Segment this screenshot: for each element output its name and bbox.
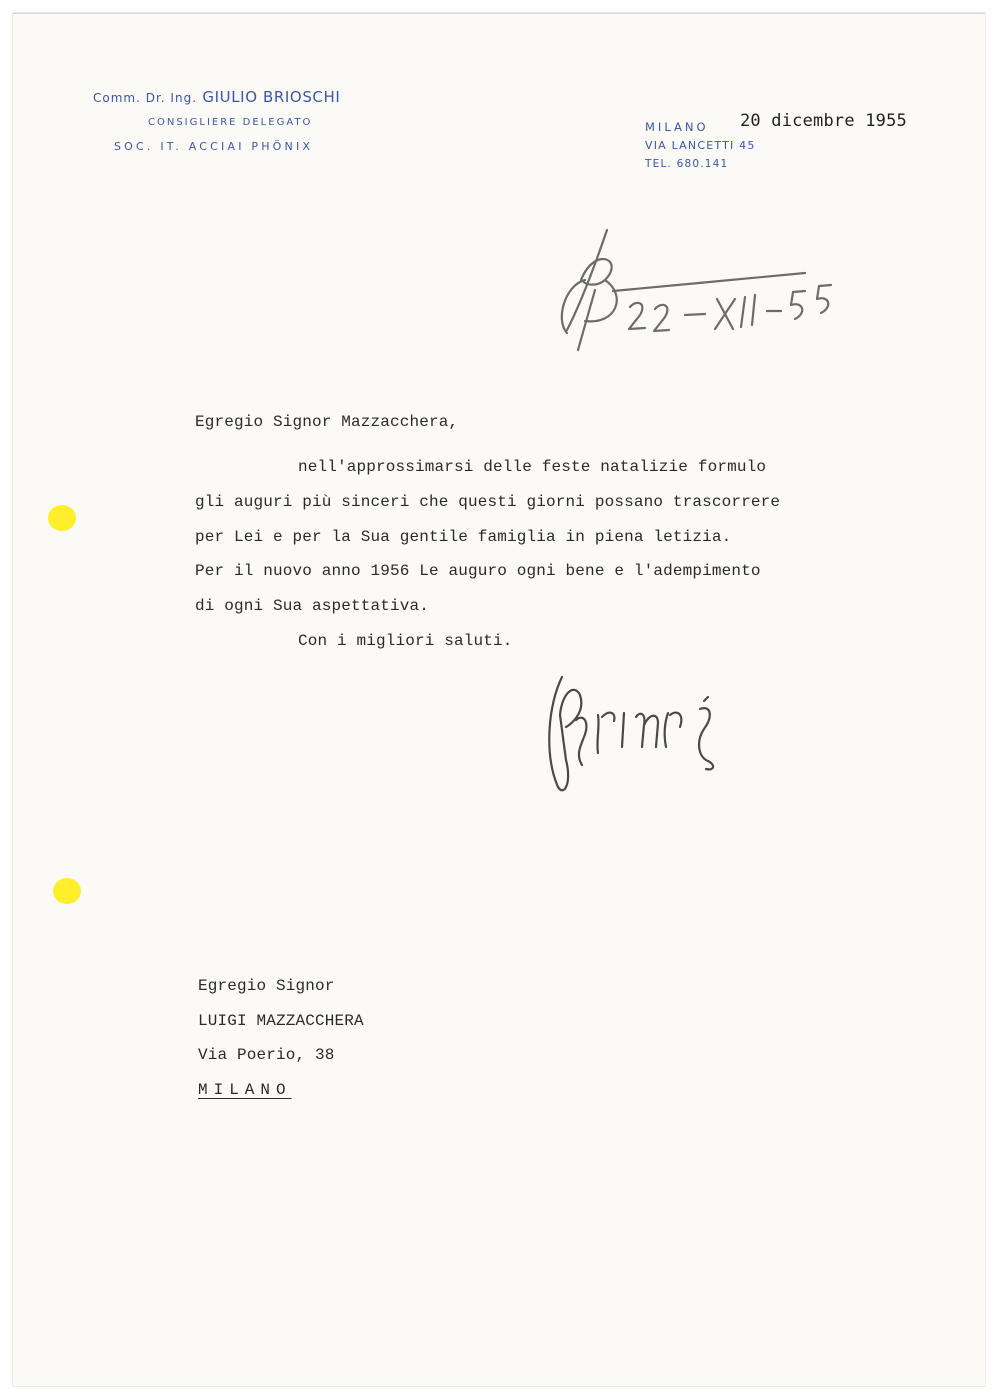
letter-sheet (13, 13, 985, 1386)
letter-date: 20 dicembre 1955 (740, 111, 907, 131)
address-line: Egregio Signor (198, 977, 335, 995)
address-street: Via Poerio, 38 (198, 1046, 335, 1064)
body-line: Per il nuovo anno 1956 Le auguro ogni bene e l'adempimento (195, 562, 761, 580)
body-line: nell'approssimarsi delle feste natalizie formulo (298, 458, 767, 476)
letterhead-phone: TEL. 680.141 (645, 158, 729, 170)
address-city: MILANO (198, 1081, 292, 1099)
closing: Con i migliori saluti. (298, 632, 513, 650)
signature (540, 665, 730, 800)
address-name: LUIGI MAZZACCHERA (198, 1012, 364, 1030)
body-line: per Lei e per la Sua gentile famiglia in piena letizia. (195, 528, 732, 546)
yellow-dot (48, 505, 76, 531)
pencil-annotation (555, 225, 845, 360)
letterhead-name (93, 88, 340, 106)
letterhead-city: MILANO (645, 120, 709, 134)
body-line: di ogni Sua aspettativa. (195, 597, 430, 615)
letterhead-name-text: GIULIO BRIOSCHI (202, 88, 341, 106)
yellow-dot (53, 878, 81, 904)
salutation: Egregio Signor Mazzacchera, (195, 413, 459, 431)
letterhead-name-prefix: Comm. Dr. Ing. (93, 91, 198, 105)
letterhead-role: CONSIGLIERE DELEGATO (148, 117, 313, 128)
body-line: gli auguri più sinceri che questi giorni possano trascorrere (195, 493, 781, 511)
letterhead-street: VIA LANCETTI 45 (645, 139, 756, 152)
letterhead-company: SOC. IT. ACCIAI PHÖNIX (114, 140, 314, 153)
